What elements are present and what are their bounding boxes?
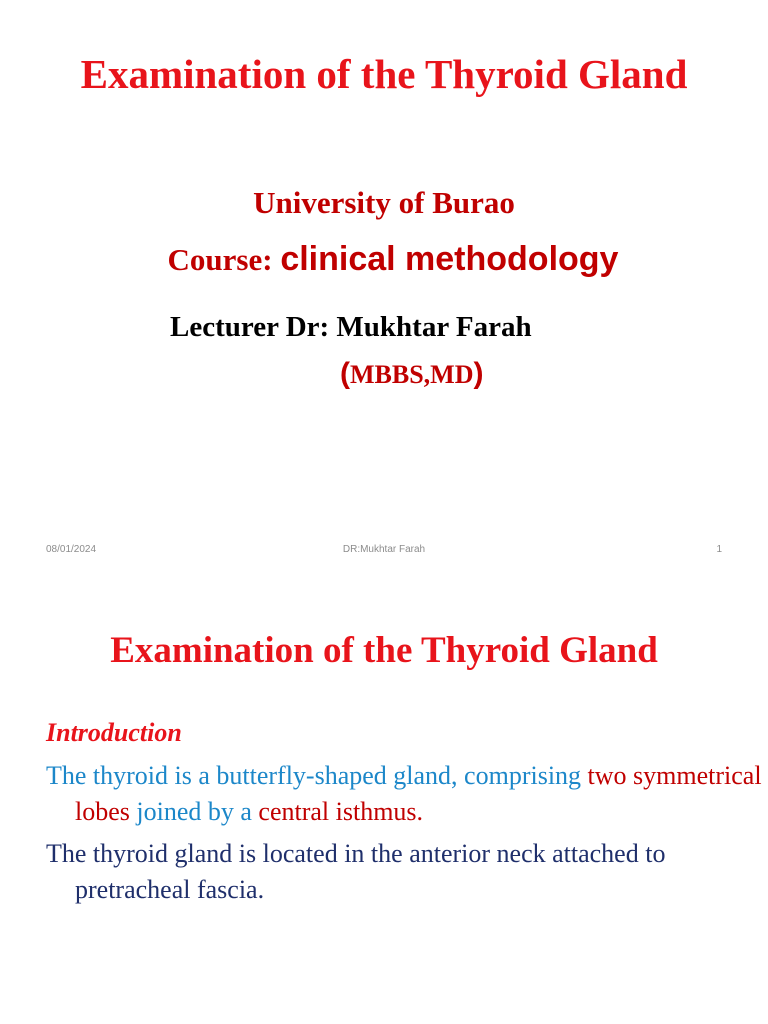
paragraph-anatomy — [46, 758, 765, 830]
course-label: Course: — [167, 242, 281, 277]
slide-2 — [0, 576, 768, 1024]
slide-title: Examination of the Thyroid Gland — [80, 51, 688, 97]
footer-date: 08/01/2024 — [46, 544, 97, 555]
slide-title: Examination of the Thyroid Gland — [110, 630, 658, 671]
degrees-text: MBBS,MD — [350, 360, 474, 389]
course-value: clinical methodology — [280, 240, 619, 278]
text-run: two symmetrical lobes — [75, 761, 762, 826]
text-run: joined by a — [136, 797, 259, 826]
text-run: The thyroid is a butterfly-shaped gland, comprising — [46, 761, 588, 790]
footer-page-number: 1 — [716, 544, 722, 555]
course-line — [0, 237, 768, 282]
paragraph-location: The thyroid gland is located in the anterior neck attached to pretracheal fascia. — [46, 839, 666, 904]
lecturer-name: Lecturer Dr: Mukhtar Farah — [170, 311, 532, 343]
close-paren: ) — [473, 357, 484, 390]
university-name: University of Burao — [253, 185, 515, 220]
open-paren: ( — [340, 357, 350, 390]
footer-author: DR:Mukhtar Farah — [342, 544, 426, 555]
section-heading: Introduction — [46, 718, 182, 747]
text-run: central isthmus. — [258, 797, 424, 826]
lecturer-degrees — [340, 355, 484, 394]
